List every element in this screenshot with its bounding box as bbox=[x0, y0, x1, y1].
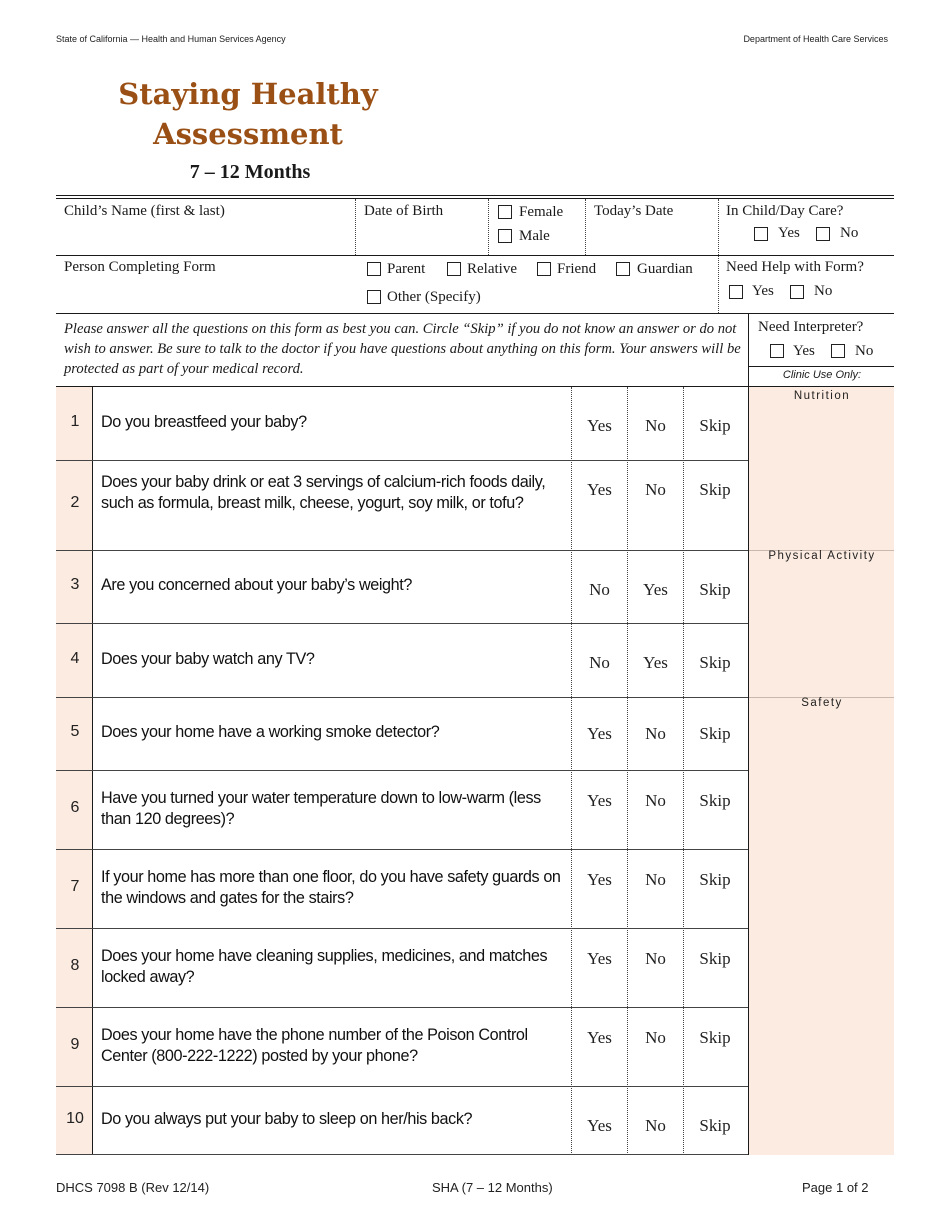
clinic-use-label: Clinic Use Only: bbox=[782, 369, 862, 381]
friend-checkbox[interactable] bbox=[537, 262, 551, 276]
form-col-divider bbox=[585, 199, 586, 255]
answer-option[interactable]: No bbox=[589, 580, 610, 599]
answer-option[interactable]: Yes bbox=[643, 653, 668, 672]
row-divider bbox=[56, 1086, 748, 1087]
form-col-divider bbox=[718, 199, 719, 313]
row-divider bbox=[56, 460, 748, 461]
question-number: 7 bbox=[70, 878, 80, 895]
answer-option[interactable]: No bbox=[645, 1116, 666, 1135]
row-divider bbox=[56, 623, 748, 624]
answer-option[interactable]: No bbox=[645, 1028, 666, 1047]
childs-name-field[interactable] bbox=[60, 224, 350, 252]
question-number: 3 bbox=[70, 576, 80, 593]
question-text: Does your home have a working smoke detector? bbox=[101, 723, 440, 741]
question-text: Does your home have the phone number of the Poison Control Center (800-222-1222) posted by your phone? bbox=[101, 1026, 528, 1065]
question-text: Does your baby watch any TV? bbox=[101, 650, 315, 668]
skip-option[interactable]: Skip bbox=[699, 580, 731, 599]
skip-option[interactable]: Skip bbox=[699, 724, 731, 743]
row-divider bbox=[56, 770, 748, 771]
page-title bbox=[100, 74, 396, 154]
section-nutrition: Nutrition bbox=[793, 390, 851, 402]
form-col-divider bbox=[488, 199, 489, 255]
parent-label: Parent bbox=[387, 261, 426, 277]
question-text: Have you turned your water temperature down to low-warm (less than 120 degrees)? bbox=[101, 789, 541, 828]
day-care-yes-label: Yes bbox=[778, 225, 800, 241]
question-text: Does your home have cleaning supplies, medicines, and matches locked away? bbox=[101, 947, 548, 986]
clinic-column-shade bbox=[749, 387, 894, 1155]
answer-option[interactable]: No bbox=[645, 870, 666, 889]
title-line-2: Assessment bbox=[153, 117, 343, 151]
answer-option[interactable]: Yes bbox=[587, 949, 612, 968]
skip-option[interactable]: Skip bbox=[699, 480, 731, 499]
skip-option[interactable]: Skip bbox=[699, 791, 731, 810]
relative-label: Relative bbox=[467, 261, 517, 277]
interpreter-yes-checkbox[interactable] bbox=[770, 344, 784, 358]
day-care-yes-checkbox[interactable] bbox=[754, 227, 768, 241]
childs-name-label: Child’s Name (first & last) bbox=[64, 203, 225, 219]
footer-page-number: Page 1 of 2 bbox=[802, 1180, 869, 1195]
department-header: Department of Health Care Services bbox=[743, 34, 888, 44]
instructions: Please answer all the questions on this form as best you can. Circle “Skip” if you do not know an answer or do not wish to answer. Be sure to talk to the doctor if you have questions about anything on this form. Your answers will be protected as part of your medical record. bbox=[64, 321, 741, 377]
skip-option[interactable]: Skip bbox=[699, 1028, 731, 1047]
answer-option[interactable]: No bbox=[645, 480, 666, 499]
answer-option[interactable]: No bbox=[645, 949, 666, 968]
help-label: Need Help with Form? bbox=[726, 259, 864, 275]
question-number: 5 bbox=[70, 723, 80, 740]
male-label: Male bbox=[519, 228, 550, 244]
form-col-divider bbox=[355, 199, 356, 255]
section-safety: Safety bbox=[801, 697, 843, 709]
day-care-label: In Child/Day Care? bbox=[726, 203, 844, 219]
answer-option[interactable]: Yes bbox=[587, 870, 612, 889]
parent-checkbox[interactable] bbox=[367, 262, 381, 276]
interpreter-no-label: No bbox=[855, 343, 874, 359]
interpreter-no-checkbox[interactable] bbox=[831, 344, 845, 358]
help-yes-checkbox[interactable] bbox=[729, 285, 743, 299]
answer-option[interactable]: Yes bbox=[643, 580, 668, 599]
question-text: Do you breastfeed your baby? bbox=[101, 413, 307, 431]
help-yes-label: Yes bbox=[752, 283, 774, 299]
todays-date-label: Today’s Date bbox=[594, 203, 674, 219]
relative-checkbox[interactable] bbox=[447, 262, 461, 276]
guardian-label: Guardian bbox=[637, 261, 693, 277]
question-text: Are you concerned about your baby’s weight? bbox=[101, 576, 412, 594]
question-text: Does your baby drink or eat 3 servings of calcium-rich foods daily, such as formula, breast milk, cheese, yogurt, soy milk, or tofu? bbox=[101, 473, 546, 512]
answer-option[interactable]: Yes bbox=[587, 416, 612, 435]
skip-option[interactable]: Skip bbox=[699, 416, 731, 435]
other-label: Other (Specify) bbox=[387, 289, 481, 305]
day-care-no-label: No bbox=[840, 225, 859, 241]
skip-option[interactable]: Skip bbox=[699, 870, 731, 889]
row-divider bbox=[56, 550, 748, 551]
answer-option[interactable]: No bbox=[645, 791, 666, 810]
row-divider bbox=[56, 849, 748, 850]
question-number: 1 bbox=[70, 413, 80, 430]
answer-option[interactable]: No bbox=[645, 416, 666, 435]
row-divider bbox=[56, 697, 748, 698]
question-number: 10 bbox=[66, 1110, 84, 1127]
form-row-divider bbox=[56, 255, 894, 256]
question-text: If your home has more than one floor, do you have safety guards on the windows and gates for the stairs? bbox=[101, 868, 561, 907]
person-completing-label: Person Completing Form bbox=[64, 259, 216, 275]
agency-header: State of California — Health and Human Services Agency bbox=[56, 34, 286, 44]
answer-option[interactable]: Yes bbox=[587, 1116, 612, 1135]
clinic-header-rule bbox=[749, 366, 894, 367]
answer-option[interactable]: Yes bbox=[587, 480, 612, 499]
answer-option[interactable]: Yes bbox=[587, 724, 612, 743]
form-row-divider-2 bbox=[56, 313, 894, 314]
question-number: 8 bbox=[70, 957, 80, 974]
answer-option[interactable]: No bbox=[589, 653, 610, 672]
question-number: 4 bbox=[70, 650, 80, 667]
male-checkbox[interactable] bbox=[498, 229, 512, 243]
help-no-label: No bbox=[814, 283, 833, 299]
skip-option[interactable]: Skip bbox=[699, 949, 731, 968]
guardian-checkbox[interactable] bbox=[616, 262, 630, 276]
age-range-subtitle: 7 – 12 Months bbox=[189, 161, 311, 183]
footer-form-name: SHA (7 – 12 Months) bbox=[432, 1180, 553, 1195]
question-number: 6 bbox=[70, 799, 80, 816]
skip-option[interactable]: Skip bbox=[699, 653, 731, 672]
answer-option[interactable]: Yes bbox=[587, 791, 612, 810]
form-top-rule-2 bbox=[56, 198, 894, 199]
female-label: Female bbox=[519, 204, 564, 220]
help-no-checkbox[interactable] bbox=[790, 285, 804, 299]
interpreter-label: Need Interpreter? bbox=[758, 319, 864, 335]
other-checkbox[interactable] bbox=[367, 290, 381, 304]
answer-option[interactable]: No bbox=[645, 724, 666, 743]
section-physical-activity: Physical Activity bbox=[768, 550, 876, 562]
form-top-rule bbox=[56, 195, 894, 196]
todays-date-field[interactable] bbox=[590, 224, 714, 252]
title-line-1: Staying Healthy bbox=[118, 77, 378, 111]
dob-field[interactable] bbox=[360, 224, 484, 252]
row-divider bbox=[56, 1007, 748, 1008]
answer-option[interactable]: Yes bbox=[587, 1028, 612, 1047]
female-checkbox[interactable] bbox=[498, 205, 512, 219]
day-care-no-checkbox[interactable] bbox=[816, 227, 830, 241]
skip-option[interactable]: Skip bbox=[699, 1116, 731, 1135]
interpreter-yes-label: Yes bbox=[793, 343, 815, 359]
row-divider bbox=[56, 928, 748, 929]
questions-bottom-rule bbox=[56, 1154, 748, 1155]
question-number: 2 bbox=[70, 494, 80, 511]
dob-label: Date of Birth bbox=[364, 203, 444, 219]
question-text: Do you always put your baby to sleep on her/his back? bbox=[101, 1110, 473, 1128]
friend-label: Friend bbox=[557, 261, 597, 277]
footer-form-id: DHCS 7098 B (Rev 12/14) bbox=[56, 1180, 210, 1195]
question-number: 9 bbox=[70, 1036, 80, 1053]
